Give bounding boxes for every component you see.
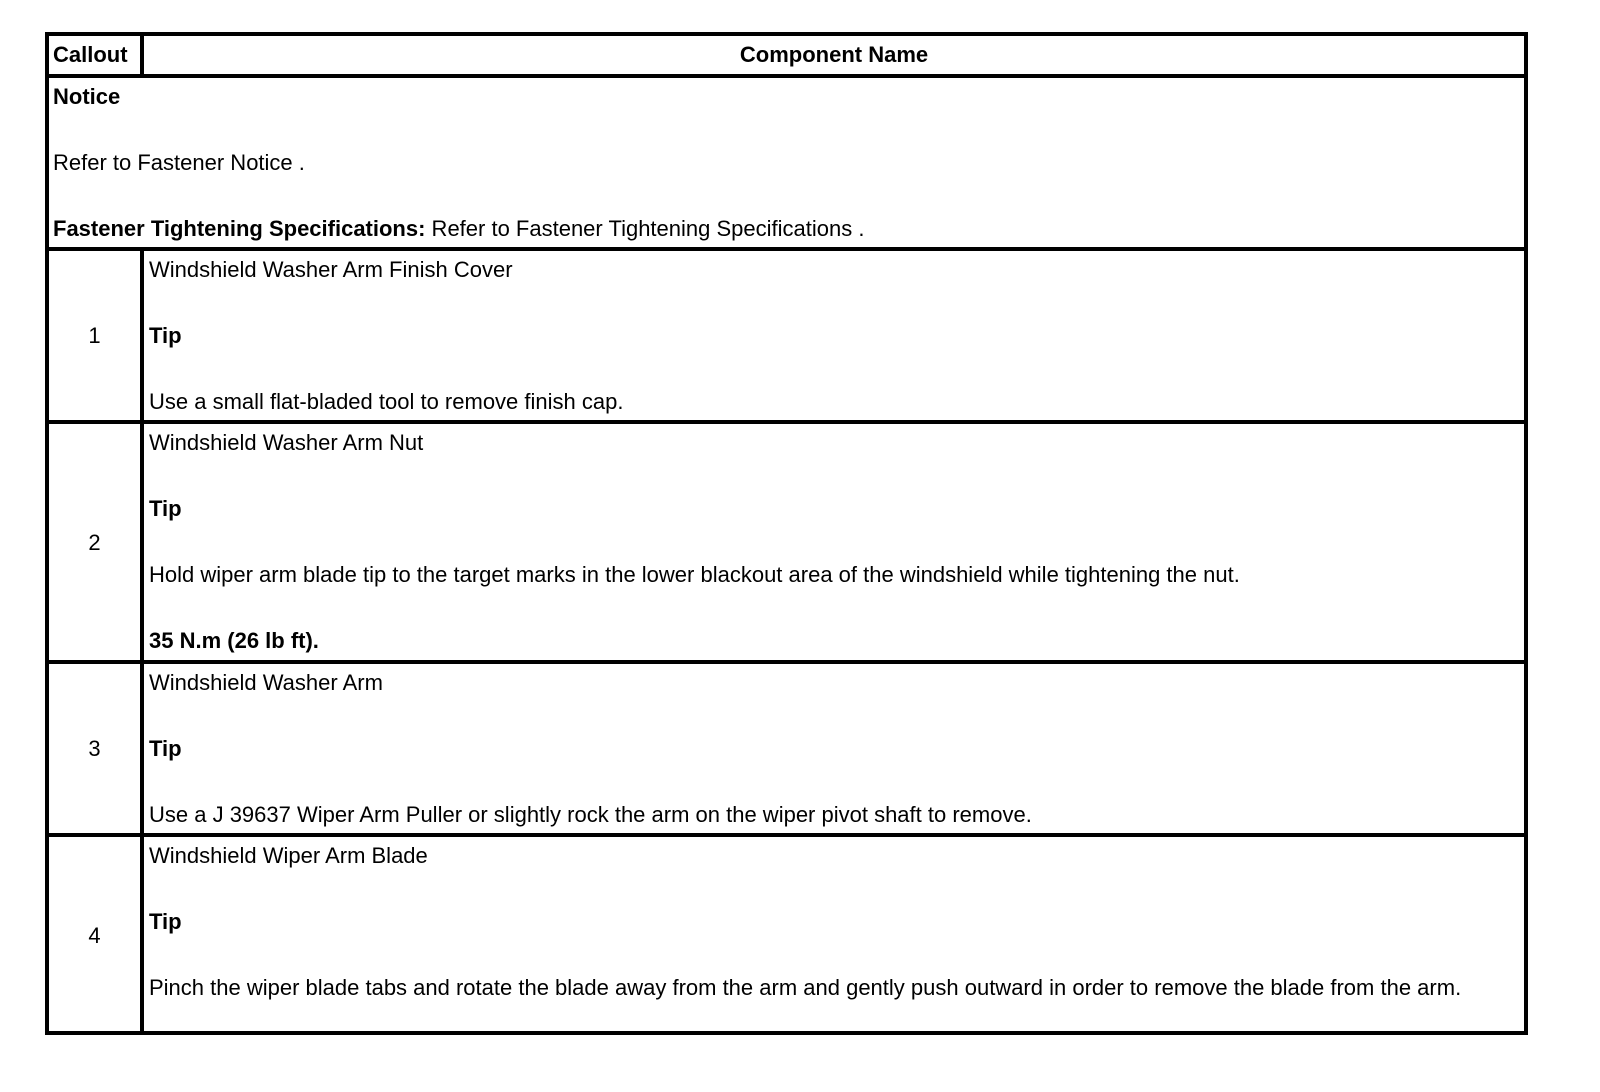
torque-spec: 35 N.m (26 lb ft). xyxy=(149,628,319,653)
tip-label: Tip xyxy=(149,323,182,348)
notice-refer-text: Refer to Fastener Notice . xyxy=(53,150,305,175)
component-table xyxy=(45,32,1528,1035)
component-name: Windshield Wiper Arm Blade xyxy=(149,843,428,868)
component-name: Windshield Washer Arm xyxy=(149,670,383,695)
callout-number: 2 xyxy=(88,530,101,555)
tip-text: Use a small flat-bladed tool to remove finish cap. xyxy=(149,389,624,414)
callout-number: 4 xyxy=(88,923,101,948)
notice-spec-label: Fastener Tightening Specifications: xyxy=(53,216,426,241)
tip-label: Tip xyxy=(149,909,182,934)
table-header-row xyxy=(49,36,1524,74)
component-name: Windshield Washer Arm Nut xyxy=(149,430,424,455)
callout-number: 3 xyxy=(88,736,101,761)
notice-spec-text: Refer to Fastener Tightening Specifications . xyxy=(425,216,865,241)
callout-column-header: Callout xyxy=(53,42,128,67)
notice-row xyxy=(49,74,1524,247)
tip-label: Tip xyxy=(149,496,182,521)
table-row xyxy=(49,420,1524,660)
tip-text: Pinch the wiper blade tabs and rotate the blade away from the arm and gently push outward in order to remove the blade from the arm. xyxy=(149,975,1462,1000)
table-row xyxy=(49,833,1524,1031)
notice-title: Notice xyxy=(53,84,121,109)
component-name-column-header: Component Name xyxy=(739,42,929,67)
component-name: Windshield Washer Arm Finish Cover xyxy=(149,257,513,282)
tip-text: Use a J 39637 Wiper Arm Puller or slightly rock the arm on the wiper pivot shaft to remove. xyxy=(149,802,1032,827)
table-row xyxy=(49,660,1524,833)
table-row xyxy=(49,247,1524,420)
notice-spec-line xyxy=(53,216,864,242)
tip-label: Tip xyxy=(149,736,182,761)
header-column-divider xyxy=(140,36,144,74)
callout-column-divider xyxy=(140,247,144,1031)
tip-text: Hold wiper arm blade tip to the target marks in the lower blackout area of the windshield while tightening the nut. xyxy=(149,562,1240,587)
callout-number: 1 xyxy=(88,323,101,348)
